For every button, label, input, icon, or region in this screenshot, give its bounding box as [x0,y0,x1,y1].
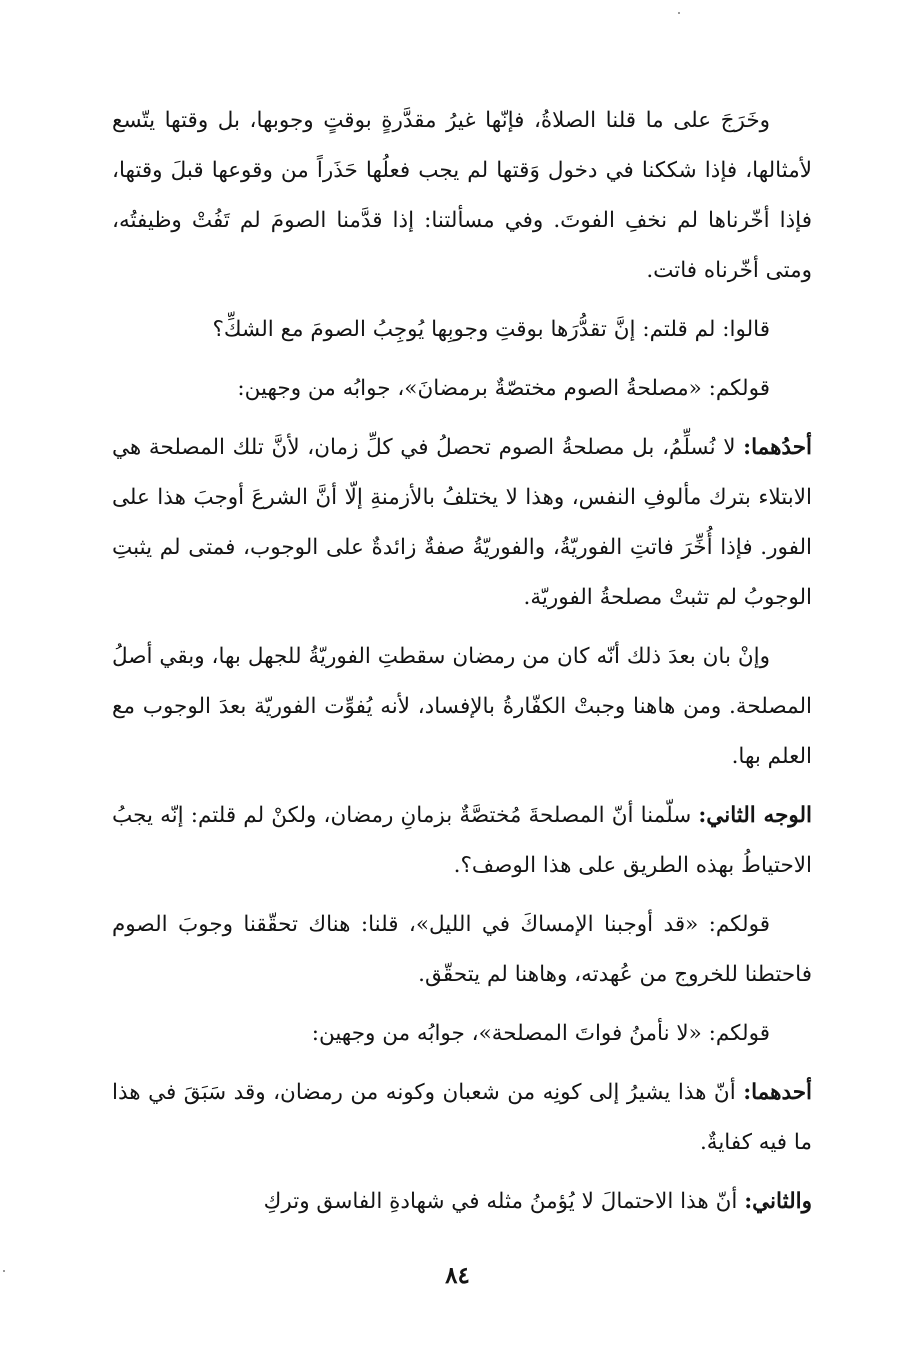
paragraph-6-lead: الوجه الثاني: [698,803,812,828]
paragraph-4-text: لا نُسلِّمُ، بل مصلحةُ الصوم تحصلُ في كلِّ زمان، لأنَّ تلك المصلحة هي الابتلاء بترك مألوفِ النفس، وهذا لا يختلفُ بالأزمنةِ إلّا أنَّ الشرعَ أوجبَ هذا على الفور. فإذا أُخِّرَ فاتتِ الفوريّةُ، والفوريّةُ صفةٌ زائدةٌ على الوجوب، فمتى لم يثبتِ الوجوبُ لم تثبتْ مصلحةُ الفوريّة. [112,435,812,610]
paragraph-5 [112,632,812,782]
scan-speck-top [678,12,680,14]
paragraph-10-lead: والثاني: [744,1189,812,1214]
paragraph-4 [112,423,812,623]
paragraph-8-text: قولكم: «لا نأمنُ فواتَ المصلحة»، جوابُه من وجهين: [311,1021,770,1046]
body-text [112,96,812,1236]
paragraph-1 [112,96,812,296]
scan-speck-left [3,1270,5,1272]
paragraph-6 [112,791,812,891]
paragraph-7 [112,900,812,1000]
paragraph-1-text: وخَرَجَ على ما قلنا الصلاةُ، فإنّها غيرُ مقدَّرةٍ بوقتٍ وجوبها، بل وقتها يتّسع لأمثالها، فإذا شككنا في دخول وَقتها لم يجب فعلُها حَذَراً من وقوعها قبلَ وقتها، فإذا أخّرناها لم نخفِ الفوتَ. وفي مسألتنا: إذا قدَّمنا الصومَ لم تَفُتْ وظيفتُه، ومتى أخّرناه فاتت. [112,108,812,283]
paragraph-2 [112,305,812,355]
paragraph-3-text: قولكم: «مصلحةُ الصوم مختصّةٌ برمضانَ»، جوابُه من وجهين: [237,376,770,401]
paragraph-8 [112,1009,812,1059]
paragraph-2-text: قالوا: لم قلتم: إنَّ تقدُّرَها بوقتِ وجوبِها يُوجِبُ الصومَ مع الشكِّ؟ [212,317,770,342]
paragraph-5-text: وإنْ بان بعدَ ذلك أنّه كان من رمضان سقطتِ الفوريّةُ للجهل بها، وبقي أصلُ المصلحة. ومن هاهنا وجبتْ الكفّارةُ بالإفساد، لأنه يُفوِّت الفوريّة بعدَ الوجوب مع العلم بها. [112,644,812,769]
paragraph-3 [112,364,812,414]
paragraph-10 [112,1177,812,1227]
paragraph-10-text: أنّ هذا الاحتمالَ لا يُؤمنُ مثله في شهادةِ الفاسق وتركِ [263,1189,738,1214]
paragraph-7-text: قولكم: «قد أوجبنا الإمساكَ في الليل»، قلنا: هناك تحقّقنا وجوبَ الصوم فاحتطنا للخروج من عُهدته، وهاهنا لم يتحقّق. [112,912,812,987]
page-number: ٨٤ [445,1262,470,1289]
paragraph-9 [112,1068,812,1168]
paragraph-6-text: سلّمنا أنّ المصلحةَ مُختصَّةٌ بزمانِ رمضان، ولكنْ لم قلتم: إنّه يجبُ الاحتياطُ بهذه الطريق على هذا الوصف؟. [112,803,812,878]
paragraph-9-text: أنّ هذا يشيرُ إلى كونِه من شعبان وكونه من رمضان، وقد سَبَقَ في هذا ما فيه كفايةٌ. [112,1080,812,1155]
paragraph-9-lead: أحدهما: [743,1080,812,1105]
paragraph-4-lead: أحدُهما: [743,435,812,460]
